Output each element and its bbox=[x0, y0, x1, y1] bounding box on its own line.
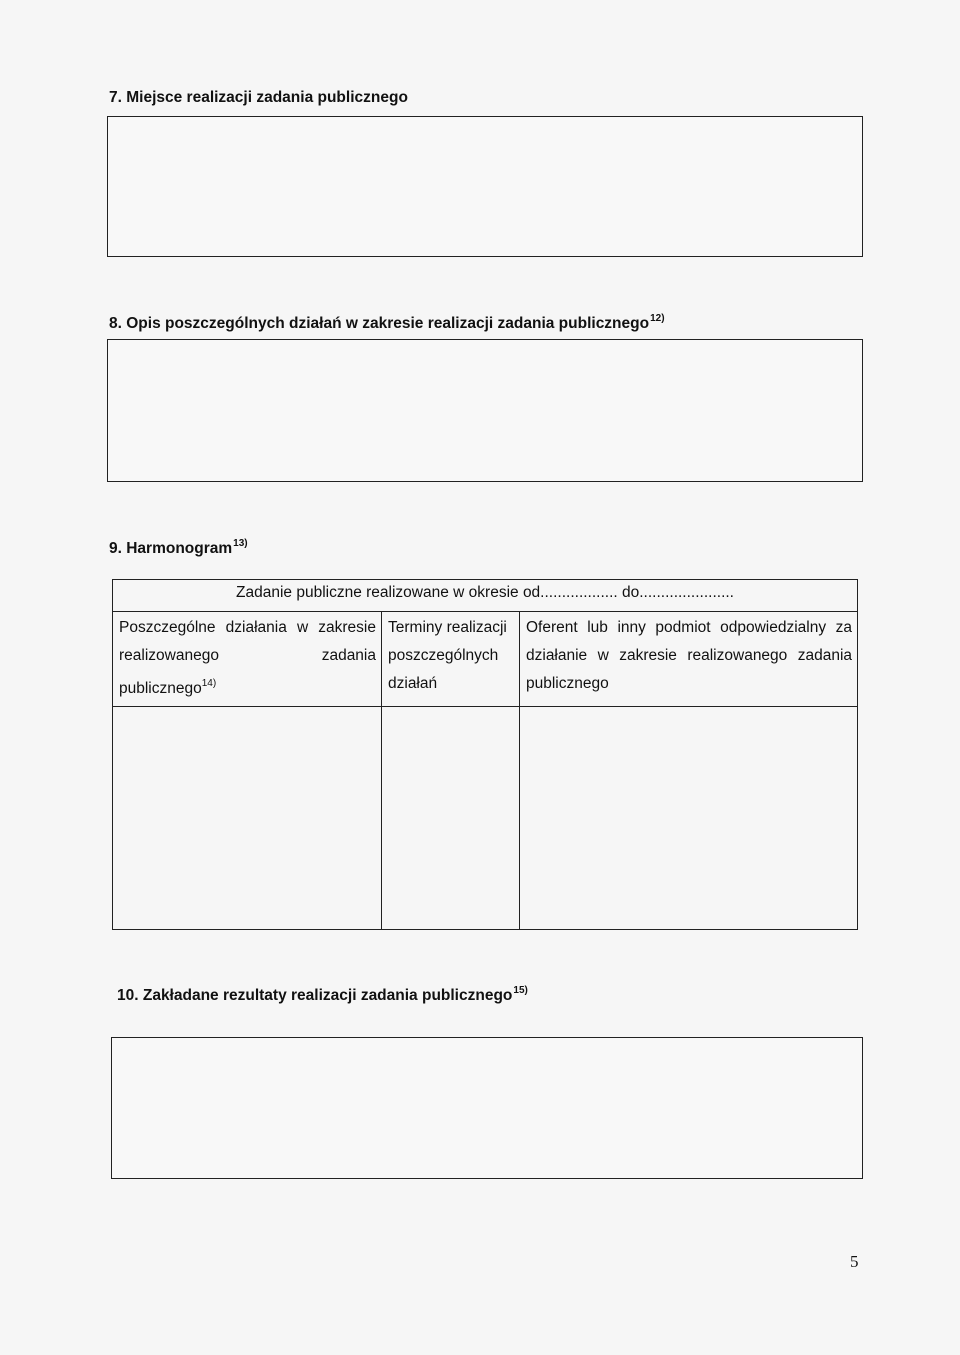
section-7-heading bbox=[109, 89, 408, 107]
section-8-title: 8. Opis poszczególnych działań w zakresie realizacji zadania publicznego bbox=[109, 315, 650, 332]
section-9-heading bbox=[109, 538, 248, 558]
footnote-12: 12) bbox=[650, 313, 665, 324]
column-header-dates-label: Terminy realizacji poszczególnych działań bbox=[388, 619, 507, 692]
column-header-responsible-label: Oferent lub inny podmiot odpowiedzialny za działanie w zakresie realizowanego zadania publicznego bbox=[526, 619, 853, 692]
column-header-dates bbox=[382, 612, 520, 707]
section-10-input-box[interactable] bbox=[111, 1037, 863, 1179]
section-7-input-box[interactable] bbox=[107, 116, 863, 257]
footnote-15: 15) bbox=[513, 985, 528, 996]
section-10-heading bbox=[117, 985, 528, 1005]
responsible-cell[interactable] bbox=[520, 707, 858, 930]
section-9-title: 9. Harmonogram bbox=[109, 540, 233, 557]
period-row bbox=[113, 580, 858, 612]
harmonogram-table bbox=[112, 579, 858, 930]
footnote-14: 14) bbox=[201, 678, 217, 689]
section-10-title: 10. Zakładane rezultaty realizacji zadania publicznego bbox=[117, 987, 513, 1004]
period-text: Zadanie publiczne realizowane w okresie od.................. do...................... bbox=[236, 584, 734, 601]
footnote-13: 13) bbox=[233, 538, 248, 549]
activities-cell[interactable] bbox=[113, 707, 382, 930]
section-8-heading bbox=[109, 313, 665, 333]
column-header-activities-label: Poszczególne działania w zakresie realizowanego zadania publicznego bbox=[119, 619, 376, 697]
section-8-input-box[interactable] bbox=[107, 339, 863, 482]
column-header-activities bbox=[113, 612, 382, 707]
page-number: 5 bbox=[850, 1252, 859, 1271]
section-7-title: 7. Miejsce realizacji zadania publicznego bbox=[109, 89, 408, 106]
column-header-responsible bbox=[520, 612, 858, 707]
dates-cell[interactable] bbox=[382, 707, 520, 930]
